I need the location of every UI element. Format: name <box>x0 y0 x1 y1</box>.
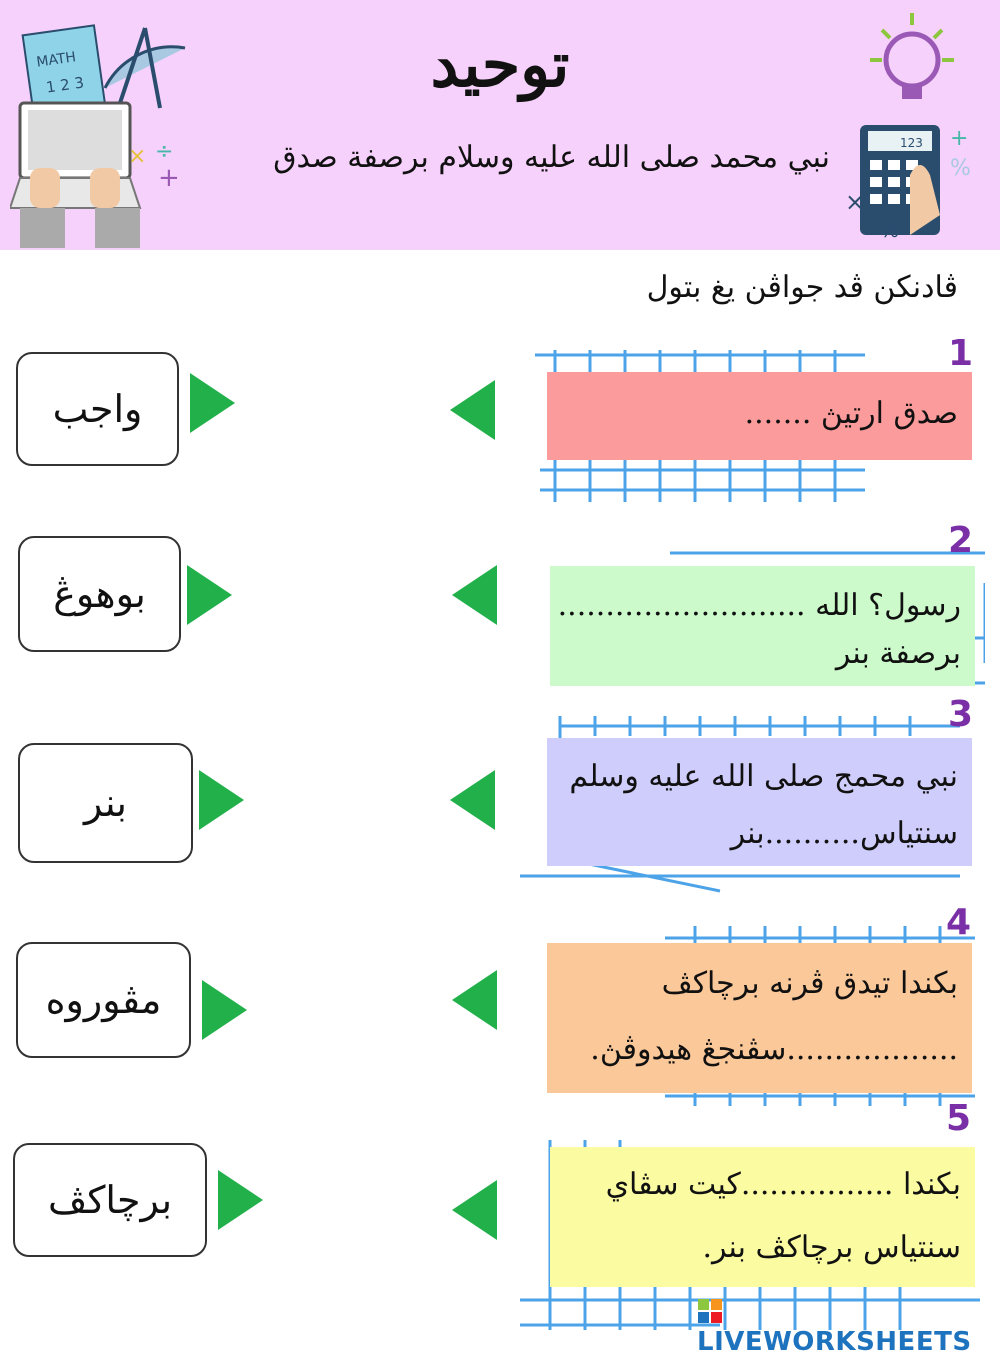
svg-text:%: % <box>950 156 971 181</box>
question-box <box>550 566 975 686</box>
calculator-display: 123 <box>900 136 923 150</box>
question-line: سنتياس برچاكڤ بنر. <box>702 1230 961 1265</box>
svg-text:%: % <box>880 218 900 242</box>
instruction-text: ڤادنكن ڤد جواڤن يغ بتول <box>646 270 958 305</box>
answer-card[interactable]: مڤوروه <box>16 942 191 1058</box>
drop-target-arrow[interactable] <box>450 380 495 440</box>
svg-text:+: + <box>950 126 969 151</box>
question-number: 4 <box>946 902 972 943</box>
drop-target-arrow[interactable] <box>452 565 497 625</box>
drag-handle-arrow[interactable] <box>199 770 244 830</box>
math-book-label: MATH <box>35 49 77 71</box>
math-book-digits: 1 2 3 <box>44 73 86 97</box>
page-subtitle: نبي محمد صلى الله عليه وسلام برصفة صدق <box>273 140 830 175</box>
svg-text:×: × <box>845 188 866 216</box>
math-laptop-illustration <box>10 8 190 248</box>
question-box <box>550 1147 975 1287</box>
footer-brand: LIVEWORKSHEETS <box>697 1327 972 1357</box>
lightbulb-calculator-illustration <box>840 5 1000 250</box>
question-line: بكندا تيدق ڤرنه برچاكڤ <box>661 966 958 1001</box>
question-box <box>547 372 972 460</box>
answer-card[interactable]: بوهوڠ <box>18 536 181 652</box>
drag-handle-arrow[interactable] <box>202 980 247 1040</box>
liveworksheets-watermark <box>697 1297 1000 1357</box>
question-number: 1 <box>948 333 974 374</box>
question-line: ..................سڤنجڠ هيدوڤڽ. <box>590 1032 958 1067</box>
liveworksheets-logo-icon <box>697 1298 723 1324</box>
question-number: 5 <box>946 1098 972 1139</box>
drop-target-arrow[interactable] <box>452 970 497 1030</box>
page-title: توحيد <box>430 28 570 101</box>
question-line: صدق ارتيڽ ....... <box>744 396 958 431</box>
drag-handle-arrow[interactable] <box>190 373 235 433</box>
header-banner <box>0 0 1000 250</box>
answer-card[interactable]: واجب <box>16 352 179 466</box>
svg-text:÷: ÷ <box>155 139 174 164</box>
question-line: سنتياس..........بنر <box>730 816 958 851</box>
question-line: بكندا ................كيت سڤاي <box>605 1167 961 1202</box>
drag-handle-arrow[interactable] <box>187 565 232 625</box>
question-line: رسول؟ الله .......................... <box>557 588 961 623</box>
question-box <box>547 943 972 1093</box>
svg-text:+: + <box>158 163 180 193</box>
question-number: 3 <box>948 694 974 735</box>
answer-card[interactable]: بنر <box>18 743 193 863</box>
answer-card[interactable]: برچاكڤ <box>13 1143 207 1257</box>
drop-target-arrow[interactable] <box>452 1180 497 1240</box>
question-box <box>547 738 972 866</box>
drag-handle-arrow[interactable] <box>218 1170 263 1230</box>
question-line: برصفة بنر <box>835 636 961 671</box>
svg-text:×: × <box>128 144 147 169</box>
question-number: 2 <box>948 520 974 561</box>
drop-target-arrow[interactable] <box>450 770 495 830</box>
question-line: نبي محمج صلى الله عليه وسلم <box>569 759 958 794</box>
